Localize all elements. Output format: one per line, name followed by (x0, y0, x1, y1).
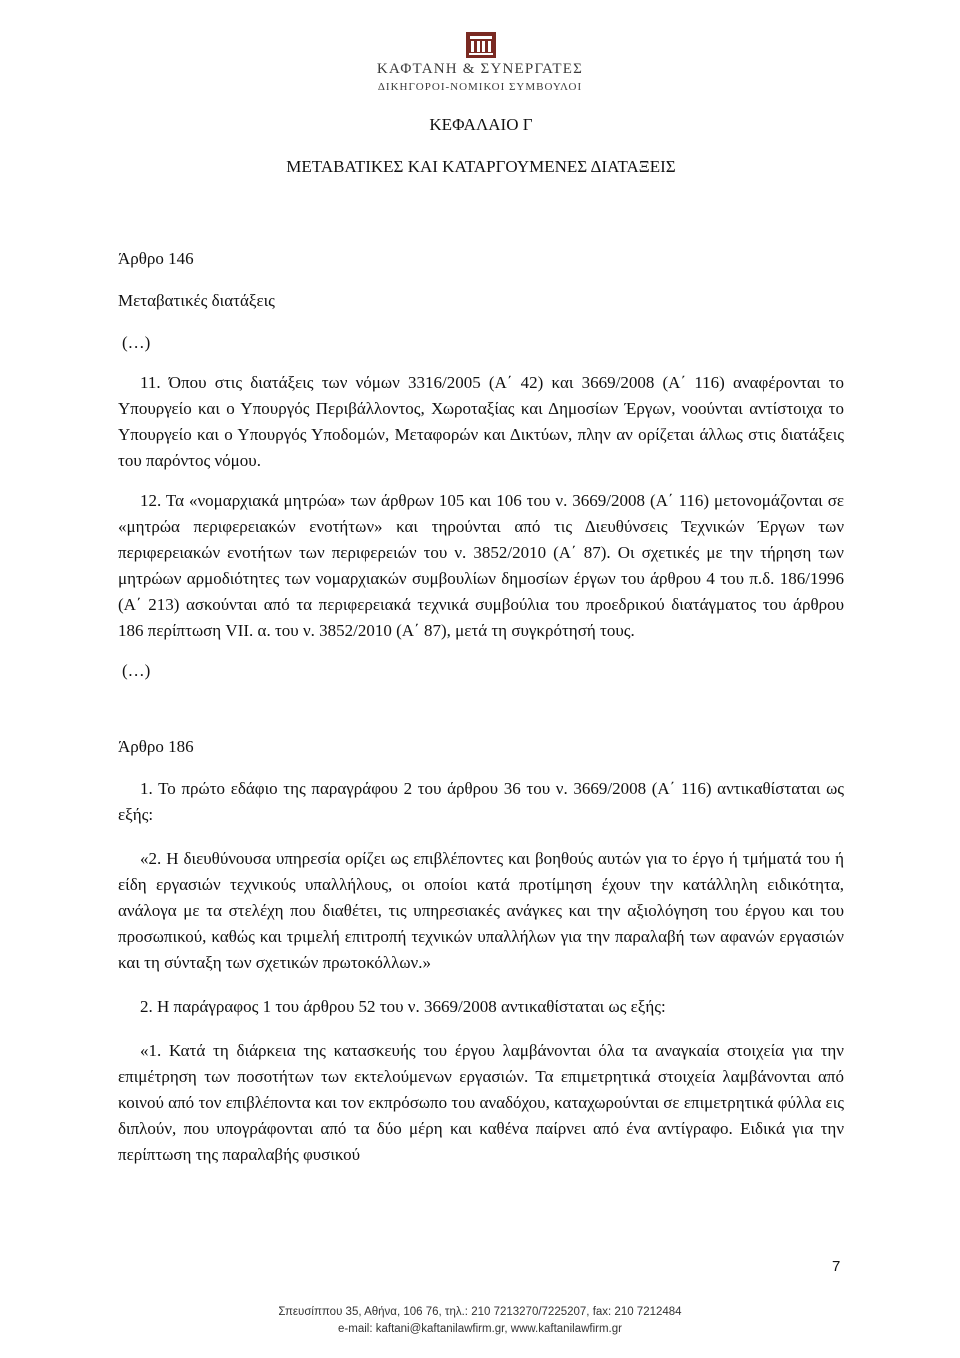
quoted-paragraph-1: «2. Η διευθύνουσα υπηρεσία ορίζει ως επιβλέποντες και βοηθούς αυτών για το έργο ή τμήματά του ή είδη εργασιών τεχνικούς υπαλλήλους, οι οποίοι κατά προτίμηση έχουν την κατάλληλη ειδικότητα, ανάλογα με τα στελέχη που διαθέτει, τις υπηρεσιακές ανάγκες και την αξιολόγηση του έργου και του προσωπικού, καθώς και τριμελή επιτροπή τεχνικών υπαλλήλων για την παραλαβή των αφανών εργασιών και τη σύνταξη των σχετικών πρωτοκόλλων.» (118, 849, 844, 972)
footer-address: Σπευσίππου 35, Αθήνα, 106 76, τηλ.: 210 7213270/7225207, fax: 210 7212484 (278, 1306, 682, 1318)
firm-name: ΚΑΦΤΑΝΗ & ΣΥΝΕΡΓΑΤΕΣ (376, 61, 584, 77)
footer (0, 1304, 960, 1338)
paragraph-12: 12. Τα «νομαρχιακά μητρώα» των άρθρων 105 και 106 του ν. 3669/2008 (Α΄ 116) μετονομάζονται σε «μητρώα περιφερειακών ενοτήτων» και τηρούνται από τις Διευθύνσεις Τεχνικών Έργων των περιφερειακών ενοτήτων των περιφερειών του ν. 3852/2010 (Α΄ 87). Οι σχετικές με την τήρηση των μητρώων αρμοδιότητες των νομαρχιακών συμβουλίων δημοσίων έργων του άρθρου 4 του π.δ. 186/1996 (Α΄ 213) ασκούνται από τα περιφερειακά τεχνικά συμβούλια του προεδρικού διατάγματος του άρθρου 186 περίπτωση VII. α. του ν. 3852/2010 (Α΄ 87), μετά τη συγκρότησή τους. (118, 491, 844, 640)
chapter-title: ΜΕΤΑΒΑΤΙΚΕΣ ΚΑΙ ΚΑΤΑΡΓΟΥΜΕΝΕΣ ΔΙΑΤΑΞΕΙΣ (286, 157, 676, 176)
ellipsis: (…) (122, 333, 151, 352)
firm-subtitle: ΔΙΚΗΓΟΡΟΙ-ΝΟΜΙΚΟΙ ΣΥΜΒΟΥΛΟΙ (377, 81, 583, 93)
article-146-subtitle: Μεταβατικές διατάξεις (118, 291, 275, 310)
building-columns-icon (466, 32, 496, 58)
article-146-title: Άρθρο 146 (118, 249, 194, 268)
footer-contact: e-mail: kaftani@kaftanilawfirm.gr, www.kaftanilawfirm.gr (338, 1323, 622, 1335)
page-number: 7 (832, 1258, 841, 1275)
paragraph-2: 2. Η παράγραφος 1 του άρθρου 52 του ν. 3669/2008 αντικαθίσταται ως εξής: (140, 997, 666, 1016)
quoted-paragraph-2: «1. Κατά τη διάρκεια της κατασκευής του έργου λαμβάνονται όλα τα αναγκαία στοιχεία για την επιμέτρηση των ποσοτήτων των εκτελούμενων εργασιών. Τα επιμετρητικά στοιχεία λαμβάνονται από κοινού από τον επιβλέποντα και τον εκπρόσωπο του αναδόχου, καταχωρούνται σε επιμετρητικά φύλλα εις διπλούν, που υπογράφονται από τα δύο μέρη και καθένα παίρνει από ένα αντίγραφο. Ειδικά για την περίπτωση της παραλαβής φυσικού (118, 1041, 844, 1164)
article-186-title: Άρθρο 186 (118, 737, 194, 756)
ellipsis: (…) (122, 661, 151, 680)
paragraph-1: 1. Το πρώτο εδάφιο της παραγράφου 2 του άρθρου 36 του ν. 3669/2008 (Α΄ 116) αντικαθίσταται ως εξής: (118, 779, 844, 824)
document-body (118, 112, 844, 1168)
chapter-heading: ΚΕΦΑΛΑΙΟ Γ (429, 115, 533, 134)
paragraph-11: 11. Όπου στις διατάξεις των νόμων 3316/2005 (Α΄ 42) και 3669/2008 (Α΄ 116) αναφέρονται το Υπουργείο και ο Υπουργός Περιβάλλοντος, Χωροταξίας και Δημοσίων Έργων, νοούνται αντίστοιχα το Υπουργείο και ο Υπουργός Υποδομών, Μεταφορών και Δικτύων, πλην αν ορίζεται άλλως στις διατάξεις του παρόντος νόμου. (118, 373, 844, 470)
